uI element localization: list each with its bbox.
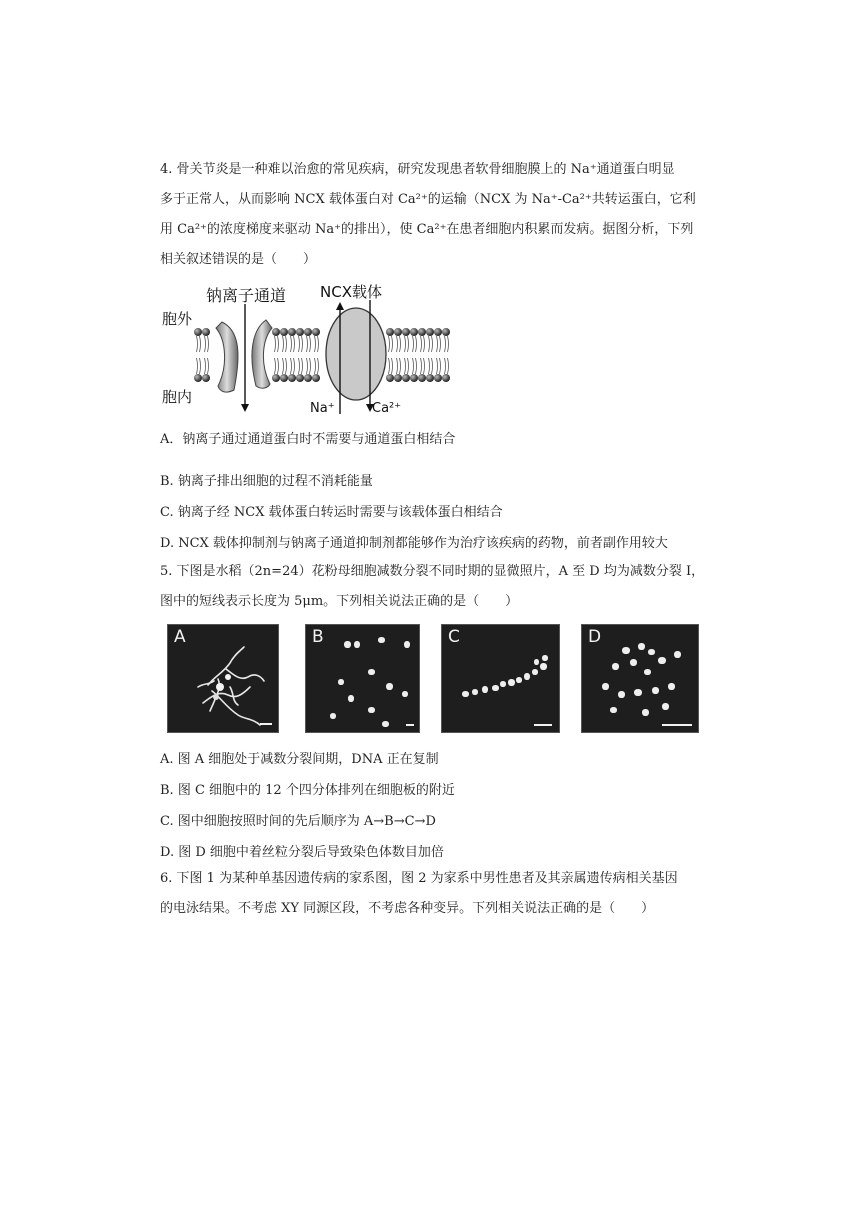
phospholipid-head [410,328,418,336]
channel-protein-right [252,320,272,388]
question-5-stem [160,557,705,617]
q4-option-a: A．钠离子通过通道蛋白时不需要与通道蛋白相结合 [160,432,456,447]
phospholipid-tail [307,336,308,352]
phospholipid-tail [200,336,201,352]
outside-label: 胞外 [162,310,193,328]
phospholipid-head [296,374,304,382]
phospholipid-tail [424,336,425,352]
ca-ion-label: Ca²⁺ [372,401,402,416]
phospholipid-head [296,328,304,336]
phospholipid-tail [310,358,311,374]
phospholipid-tail [448,336,449,352]
phospholipid-head [410,374,418,382]
phospholipid-tail [424,358,425,374]
phospholipid-head [426,374,434,382]
phospholipid-tail [278,358,279,374]
inside-label: 胞内 [162,388,193,406]
phospholipid-tail [408,336,409,352]
membrane-diagram [160,280,460,420]
micrograph-panel-a [167,624,279,733]
phospholipid-tail [413,358,414,374]
q4-line-1: 4. 骨关节炎是一种难以治愈的常见疾病，研究发现患者软骨细胞膜上的 Na⁺通道蛋白明显 [160,162,675,177]
phospholipid-tail [405,358,406,374]
phospholipid-tail [291,336,292,352]
phospholipid-tail [389,358,390,374]
phospholipid-head [394,328,402,336]
phospholipid-tail [429,336,430,352]
phospholipid-tail [389,336,390,352]
phospholipid-head [194,328,202,336]
phospholipid-tail [302,358,303,374]
q5-line-2: 图中的短线表示长度为 5μm。下列相关说法正确的是（ ） [160,594,519,609]
micrograph-panel-c [441,624,560,733]
phospholipid-tail [392,336,393,352]
phospholipid-tail [294,358,295,374]
q4-line-4: 相关叙述错误的是（ ） [160,252,317,267]
phospholipid-head [312,374,320,382]
phospholipid-tail [286,336,287,352]
phospholipid-tail [397,336,398,352]
phospholipid-head [386,374,394,382]
q4-option-d: D. NCX 载体抑制剂与钠离子通道抑制剂都能够作为治疗该疾病的药物，前者副作用较大 [160,536,668,551]
q4-option-b: B. 钠离子排出细胞的过程不消耗能量 [160,474,373,489]
phospholipid-head [202,328,210,336]
phospholipid-tail [416,358,417,374]
phospholipid-head [426,328,434,336]
phospholipid-tail [307,358,308,374]
q4-line-2: 多于正常人，从而影响 NCX 载体蛋白对 Ca²⁺的运输（NCX 为 Na⁺-Ca²⁺共转运蛋白，它利 [160,192,696,207]
phospholipid-tail [208,336,209,352]
phospholipid-head [394,374,402,382]
panel-a-label: A [174,627,186,647]
q5-line-1: 5. 下图是水稻（2n=24）花粉母细胞减数分裂不同时期的显微照片，A 至 D 均为减数分裂 I， [160,564,705,579]
phospholipid-head [288,328,296,336]
micrograph-panel-b [305,624,420,733]
phospholipid-tail [318,358,319,374]
phospholipid-head [402,328,410,336]
q6-line-1: 6. 下图 1 为某种单基因遗传病的家系图，图 2 为家系中男性患者及其亲属遗传病相关基因 [160,871,678,886]
panel-d-label: D [588,627,602,647]
phospholipid-head [202,374,210,382]
phospholipid-tail [421,336,422,352]
micrograph-panel-d [581,624,699,733]
phospholipid-tail [448,358,449,374]
phospholipid-tail [432,358,433,374]
phospholipid-tail [208,358,209,374]
q6-line-2: 的电泳结果。不考虑 XY 同源区段，不考虑各种变异。下列相关说法正确的是（ ） [160,901,655,916]
membrane-transport-figure [160,280,460,420]
phospholipid-tail [299,336,300,352]
phospholipid-head [418,328,426,336]
phospholipid-tail [400,358,401,374]
phospholipid-tail [197,336,198,352]
phospholipid-tail [440,358,441,374]
phospholipid-tail [205,336,206,352]
phospholipid-head [280,374,288,382]
panel-a-chromatin [168,625,278,732]
phospholipid-tail [392,358,393,374]
phospholipid-head [442,328,450,336]
phospholipid-head [272,374,280,382]
phospholipid-tail [400,336,401,352]
phospholipid-tail [445,336,446,352]
na-channel-arrowhead [241,404,249,412]
phospholipid-tail [283,358,284,374]
phospholipid-tail [275,358,276,374]
panel-c-label: C [448,627,460,647]
channel-protein-left [216,322,238,392]
phospholipid-head [272,328,280,336]
phospholipid-tail [275,336,276,352]
q4-line-3: 用 Ca²⁺的浓度梯度来驱动 Na⁺的排出），使 Ca²⁺在患者细胞内积累而发病。据图分析，下列 [160,222,694,237]
phospholipid-tail [286,358,287,374]
phospholipid-head [434,328,442,336]
phospholipid-tail [200,358,201,374]
phospholipid-tail [310,336,311,352]
phospholipid-tail [437,358,438,374]
phospholipid-tail [416,336,417,352]
phospholipid-tail [413,336,414,352]
question-6-stem [160,864,705,924]
phospholipid-tail [299,358,300,374]
carrier-label: NCX载体 [320,283,382,301]
phospholipid-tail [294,336,295,352]
ncx-carrier-protein [326,308,386,400]
phospholipid-head [288,374,296,382]
phospholipid-tail [197,358,198,374]
phospholipid-tail [445,358,446,374]
phospholipid-tail [205,358,206,374]
phospholipid-head [418,374,426,382]
phospholipid-tail [429,358,430,374]
phospholipid-tail [278,336,279,352]
na-export-arrowhead [336,302,344,310]
phospholipid-tail [421,358,422,374]
phospholipid-tail [405,336,406,352]
panel-b-label: B [312,627,324,647]
q5-option-d: D. 图 D 细胞中着丝粒分裂后导致染色体数目加倍 [160,845,444,860]
phospholipid-head [434,374,442,382]
phospholipid-head [304,328,312,336]
phospholipid-head [280,328,288,336]
phospholipid-head [194,374,202,382]
phospholipid-head [402,374,410,382]
phospholipid-tail [315,336,316,352]
q4-option-c: C. 钠离子经 NCX 载体蛋白转运时需要与该载体蛋白相结合 [160,505,503,520]
q5-option-c: C. 图中细胞按照时间的先后顺序为 A→B→C→D [160,814,436,829]
phospholipid-tail [291,358,292,374]
phospholipid-head [312,328,320,336]
question-4-stem [160,155,705,275]
phospholipid-tail [318,336,319,352]
na-ion-label: Na⁺ [310,401,335,416]
phospholipid-tail [397,358,398,374]
phospholipid-tail [315,358,316,374]
phospholipid-tail [408,358,409,374]
phospholipid-tail [437,336,438,352]
channel-label: 钠离子通道 [206,286,287,305]
q5-option-b: B. 图 C 细胞中的 12 个四分体排列在细胞板的附近 [160,783,455,798]
phospholipid-head [386,328,394,336]
phospholipid-tail [432,336,433,352]
phospholipid-head [442,374,450,382]
phospholipid-tail [440,336,441,352]
phospholipid-tail [283,336,284,352]
q5-option-a: A. 图 A 细胞处于减数分裂间期，DNA 正在复制 [160,752,439,767]
phospholipid-head [304,374,312,382]
phospholipid-tail [302,336,303,352]
